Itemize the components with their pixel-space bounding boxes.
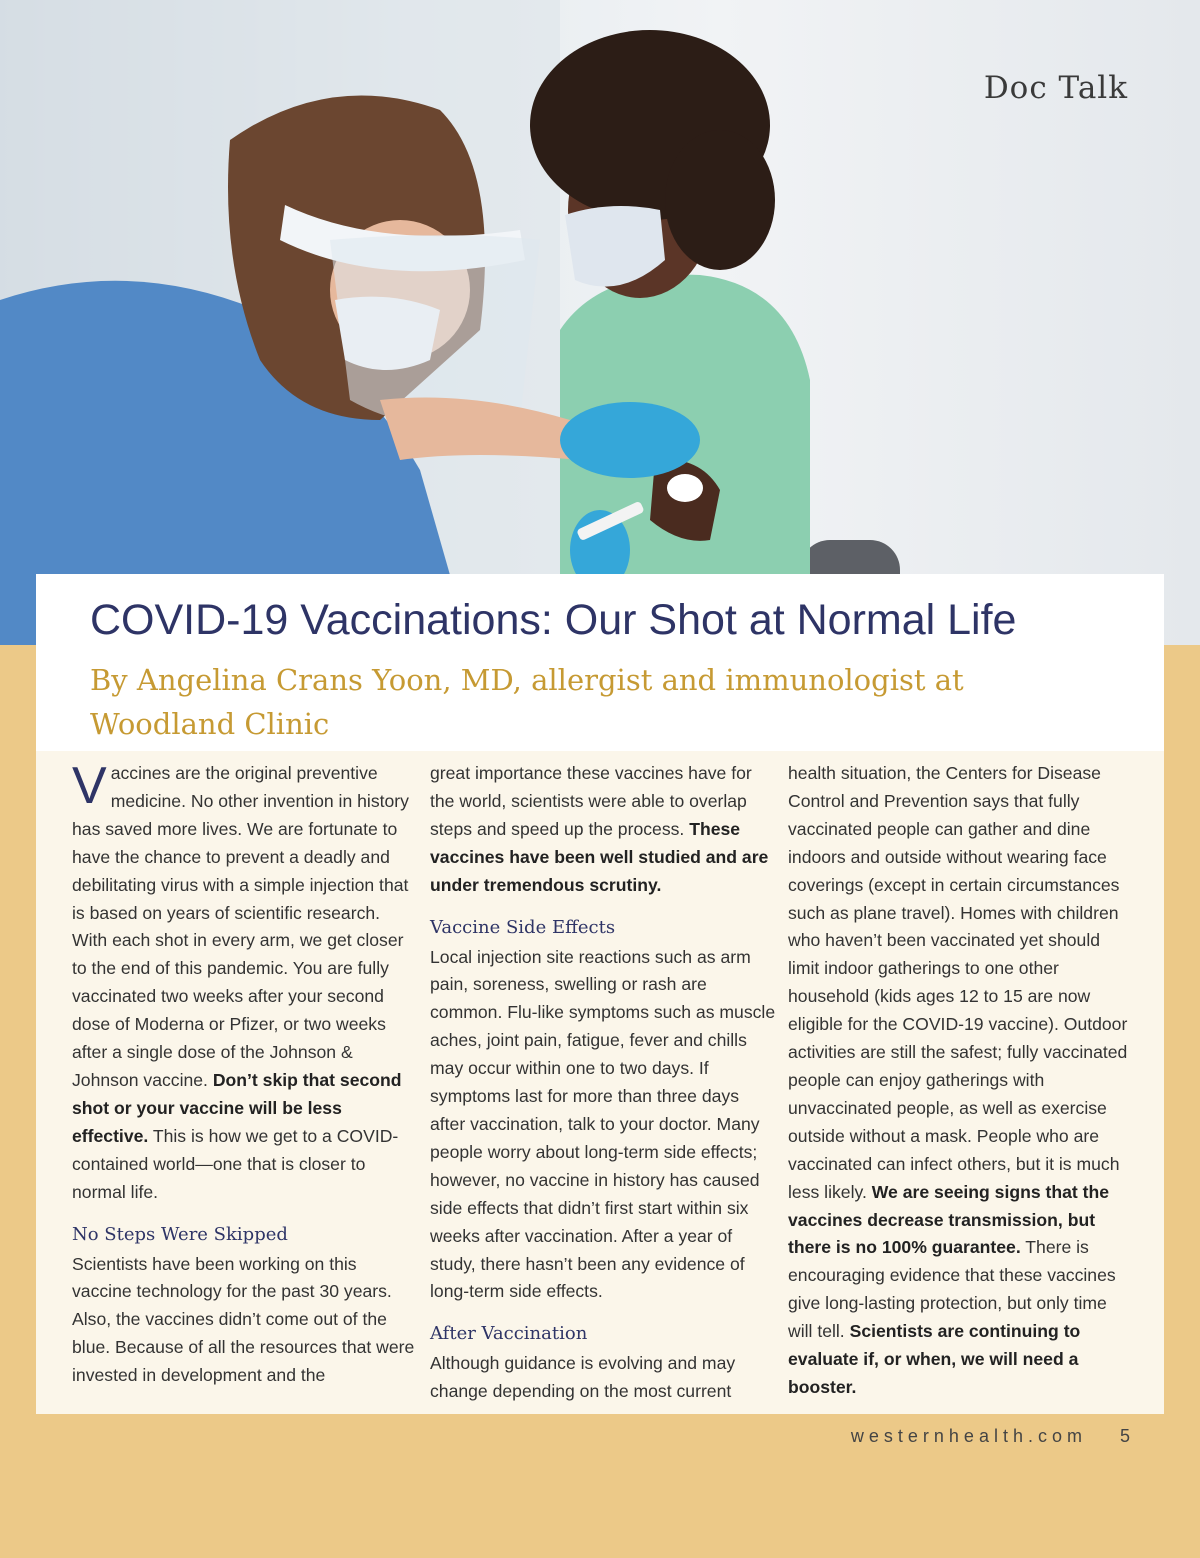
article-panel <box>36 574 1164 1414</box>
paragraph-side-effects: Local injection site reactions such as arm pain, soreness, swelling or rash are common. Flu-like symptoms such as muscle aches, joint pain, fatigue, fever and chills may occur within one to two days. If symptoms last for more than three days after vaccination, talk to your doctor. Many people worry about long-term side effects; however, no vaccine in history has caused side effects that didn’t first start within six weeks after vaccination. After a year of study, there hasn’t been any evidence of long-term side effects. <box>430 946 776 1302</box>
section-label: Doc Talk <box>983 70 1128 106</box>
drop-cap: V <box>72 757 107 815</box>
paragraph-no-steps: Scientists have been working on this vaccine technology for the past 30 years. Also, the vaccines didn’t come out of the blue. Because of all the resources that were invested in development and the <box>72 1253 415 1386</box>
intro-paragraph <box>72 757 418 1207</box>
title-box <box>36 574 1164 751</box>
article-title: COVID-19 Vaccinations: Our Shot at Normal Life <box>90 596 1017 644</box>
column-3 <box>788 760 1134 1402</box>
page-footer <box>851 1426 1130 1447</box>
intro-bold: Don’t skip that second shot or your vaccine will be less effective. <box>72 1069 402 1146</box>
footer-website: westernhealth.com <box>850 1426 1087 1446</box>
column-2 <box>430 760 776 1406</box>
paragraph-after-vaccination: Although guidance is evolving and may change depending on the most current <box>430 1353 736 1402</box>
subheading-side-effects: Vaccine Side Effects <box>430 916 616 938</box>
guidance-text-2: There is encouraging evidence that these vaccines give long-lasting protection, but only time will tell. <box>788 1237 1116 1342</box>
guidance-text: health situation, the Centers for Disease Control and Prevention says that fully vaccinated people can gather and dine indoors and outside without wearing face coverings (except in certain circumstances such as plane travel). Homes with children who haven’t been vaccinated yet should limit indoor gatherings to one other household (kids ages 12 to 15 are now eligible for the COVID-19 vaccine). Outdoor activities are still the safest; fully vaccinated people can enjoy gatherings with unvaccinated people, as well as exercise outside without a mask. People who are vaccinated can infect others, but it is much less likely. <box>788 763 1128 1202</box>
page-number: 5 <box>1119 1426 1130 1446</box>
guidance-bold-2: Scientists are continuing to evaluate if, or when, we will need a booster. <box>788 1321 1081 1397</box>
intro-text: accines are the original preventive medicine. No other invention in history has saved more lives. We are fortunate to have the chance to prevent a deadly and debilitating virus with a simple injection that is based on years of scientific research. With each shot in every arm, we get closer to the end of this pandemic. You are fully vaccinated two weeks after your second dose of Moderna or Pfizer, or two weeks after a single dose of the Johnson & Johnson vaccine. <box>72 763 409 1090</box>
continued-text: great importance these vaccines have for the world, scientists were able to overlap steps and speed up the process. <box>430 763 752 839</box>
byline: By Angelina Crans Yoon, MD, allergist and immunologist at Woodland Clinic <box>90 663 964 741</box>
continued-bold: These vaccines have been well studied and are under tremendous scrutiny. <box>430 818 769 895</box>
subheading-no-steps: No Steps Were Skipped <box>72 1223 288 1245</box>
intro-text-end: This is how we get to a COVID-contained world—one that is closer to normal life. <box>72 1125 399 1202</box>
paragraph-continued <box>430 760 776 900</box>
subheading-after-vaccination: After Vaccination <box>430 1323 588 1345</box>
paragraph-guidance <box>788 760 1134 1402</box>
column-1 <box>72 757 418 1390</box>
guidance-bold: We are seeing signs that the vaccines decrease transmission, but there is no 100% guarantee. <box>788 1181 1110 1258</box>
